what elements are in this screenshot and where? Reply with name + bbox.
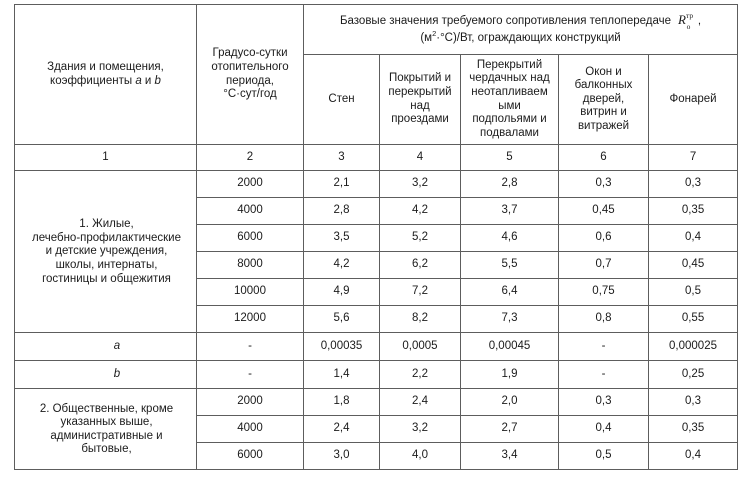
coefficient-label-a: a	[15, 333, 197, 361]
header-cell-windows	[559, 54, 649, 144]
table-row-coefficient-b	[15, 361, 738, 389]
table-row	[15, 389, 738, 416]
header-coef-b: b	[154, 74, 161, 87]
cell-attics: 4,6	[461, 225, 559, 252]
cell-windows: -	[559, 361, 649, 389]
cell-windows: 0,75	[559, 279, 649, 306]
r0-superscript: тр	[686, 10, 694, 20]
r0-tr-symbol	[678, 12, 697, 30]
cell-lanterns: 0,55	[649, 306, 738, 333]
cell-attics: 2,8	[461, 171, 559, 198]
column-number-row	[15, 145, 738, 171]
r0-base: R	[678, 12, 686, 27]
cell-walls: 1,4	[304, 361, 380, 389]
cell-attics: 3,7	[461, 198, 559, 225]
cell-gsop: 2000	[197, 171, 304, 198]
header-base-values-line2	[310, 30, 731, 45]
cell-gsop: 4000	[197, 416, 304, 443]
header-attics-line6: подвалами	[480, 126, 539, 139]
cell-roofs: 8,2	[380, 306, 461, 333]
cell-roofs: 3,2	[380, 416, 461, 443]
cell-attics: 1,9	[461, 361, 559, 389]
coefficient-label-b: b	[15, 361, 197, 389]
cell-walls: 3,0	[304, 443, 380, 470]
header-degree-days-line2: отопительного	[211, 61, 289, 74]
header-attics-line4: ыми	[498, 99, 521, 112]
column-number-2: 2	[197, 145, 304, 171]
cell-gsop: 2000	[197, 389, 304, 416]
cell-windows: 0,4	[559, 416, 649, 443]
cell-lanterns: 0,35	[649, 416, 738, 443]
column-number-3: 3	[304, 145, 380, 171]
cell-walls: 3,5	[304, 225, 380, 252]
header-cell-degree-days	[197, 5, 304, 145]
cell-walls: 5,6	[304, 306, 380, 333]
header-cell-lanterns: Фонарей	[649, 54, 738, 144]
column-number-4: 4	[380, 145, 461, 171]
cell-windows: 0,6	[559, 225, 649, 252]
header-attics-line1: Перекрытий	[476, 58, 543, 71]
cell-attics: 7,3	[461, 306, 559, 333]
header-units-post: ·°С)/Вт, ограждающих конструкций	[436, 32, 621, 45]
header-degree-days-line3: периода,	[226, 74, 274, 87]
cell-lanterns: 0,3	[649, 171, 738, 198]
section1-line3: и детские учреждения,	[45, 245, 168, 258]
header-roofs-line4: проездами	[391, 113, 449, 126]
header-coef-and: и	[141, 74, 155, 87]
cell-walls: 1,8	[304, 389, 380, 416]
table-row	[15, 171, 738, 198]
cell-gsop: 10000	[197, 279, 304, 306]
header-attics-line5: подпольями и	[472, 113, 547, 126]
cell-lanterns: 0,5	[649, 279, 738, 306]
cell-gsop: 12000	[197, 306, 304, 333]
header-windows-line1: Окон и	[585, 65, 622, 78]
cell-roofs: 2,4	[380, 389, 461, 416]
section2-line4: бытовые,	[81, 443, 132, 456]
cell-lanterns: 0,35	[649, 198, 738, 225]
header-degree-days-line4: °С·сут/год	[223, 88, 277, 101]
cell-attics: 3,4	[461, 443, 559, 470]
cell-roofs: 7,2	[380, 279, 461, 306]
cell-walls: 2,1	[304, 171, 380, 198]
section1-line2: лечебно-профилактические	[32, 231, 181, 244]
section2-line1: 2. Общественные, кроме	[39, 402, 174, 415]
header-buildings-coef-text: коэффициенты	[50, 74, 136, 87]
cell-attics: 5,5	[461, 252, 559, 279]
header-buildings-line1: Здания и помещения,	[47, 61, 164, 74]
cell-gsop: 4000	[197, 198, 304, 225]
column-number-5: 5	[461, 145, 559, 171]
header-cell-base-values	[304, 5, 738, 55]
cell-gsop: 6000	[197, 443, 304, 470]
cell-walls: 4,9	[304, 279, 380, 306]
cell-gsop: 8000	[197, 252, 304, 279]
section1-line1: 1. Жилые,	[79, 218, 134, 231]
header-roofs-line1: Покрытий и	[388, 72, 452, 85]
header-units-pre: (м	[420, 32, 433, 45]
section2-line3: административные и	[50, 429, 163, 442]
header-row-top	[15, 5, 738, 55]
header-base-values-text: Базовые значения требуемого сопротивления теплопередаче	[339, 15, 672, 27]
header-windows-line4: витрин и	[580, 106, 627, 119]
cell-attics: 2,7	[461, 416, 559, 443]
header-cell-attic-floors	[461, 54, 559, 144]
column-number-6: 6	[559, 145, 649, 171]
thermal-resistance-table	[14, 4, 738, 470]
section1-line5: гостиницы и общежития	[42, 272, 171, 285]
header-windows-line3: дверей,	[582, 92, 625, 105]
header-roofs-line2: перекрытий	[388, 85, 452, 98]
cell-lanterns: 0,45	[649, 252, 738, 279]
header-windows-line2: балконных	[574, 79, 633, 92]
header-cell-buildings	[15, 5, 197, 145]
section2-line2: указанных выше,	[60, 416, 153, 429]
cell-windows: 0,5	[559, 443, 649, 470]
cell-windows: 0,8	[559, 306, 649, 333]
cell-roofs: 4,2	[380, 198, 461, 225]
cell-windows: 0,7	[559, 252, 649, 279]
column-number-7: 7	[649, 145, 738, 171]
cell-windows: -	[559, 333, 649, 361]
header-windows-line5: витражей	[577, 119, 630, 132]
cell-attics: 2,0	[461, 389, 559, 416]
cell-windows: 0,3	[559, 171, 649, 198]
section1-line4: школы, интернаты,	[55, 258, 158, 271]
cell-roofs: 6,2	[380, 252, 461, 279]
header-attics-line3: неотапливаем	[471, 85, 548, 98]
header-base-values-line1	[310, 12, 731, 30]
cell-windows: 0,45	[559, 198, 649, 225]
cell-attics: 6,4	[461, 279, 559, 306]
cell-lanterns: 0,4	[649, 225, 738, 252]
cell-gsop: 6000	[197, 225, 304, 252]
header-roofs-line3: над	[410, 99, 430, 112]
header-cell-walls: Стен	[304, 54, 380, 144]
section-label-residential	[15, 171, 197, 333]
table-container	[14, 4, 737, 470]
cell-roofs: 0,0005	[380, 333, 461, 361]
cell-roofs: 3,2	[380, 171, 461, 198]
header-cell-roofs	[380, 54, 461, 144]
cell-lanterns: 0,25	[649, 361, 738, 389]
cell-roofs: 2,2	[380, 361, 461, 389]
cell-roofs: 4,0	[380, 443, 461, 470]
header-attics-line2: чердачных над	[469, 72, 550, 85]
cell-lanterns: 0,000025	[649, 333, 738, 361]
cell-gsop: -	[197, 361, 304, 389]
header-coef-a: a	[135, 74, 142, 87]
table-row-coefficient-a	[15, 333, 738, 361]
cell-walls: 4,2	[304, 252, 380, 279]
cell-walls: 2,4	[304, 416, 380, 443]
cell-walls: 0,00035	[304, 333, 380, 361]
section-label-public	[15, 389, 197, 470]
column-number-1: 1	[15, 145, 197, 171]
cell-gsop: -	[197, 333, 304, 361]
cell-lanterns: 0,3	[649, 389, 738, 416]
cell-walls: 2,8	[304, 198, 380, 225]
header-buildings-line2	[50, 75, 161, 87]
cell-roofs: 5,2	[380, 225, 461, 252]
cell-windows: 0,3	[559, 389, 649, 416]
cell-lanterns: 0,4	[649, 443, 738, 470]
header-units-exponent: 2	[432, 29, 437, 39]
header-degree-days-line1: Градусо-сутки	[212, 47, 288, 60]
r0-subscript: о	[686, 21, 691, 31]
header-base-values-comma: ,	[697, 15, 702, 27]
cell-attics: 0,00045	[461, 333, 559, 361]
